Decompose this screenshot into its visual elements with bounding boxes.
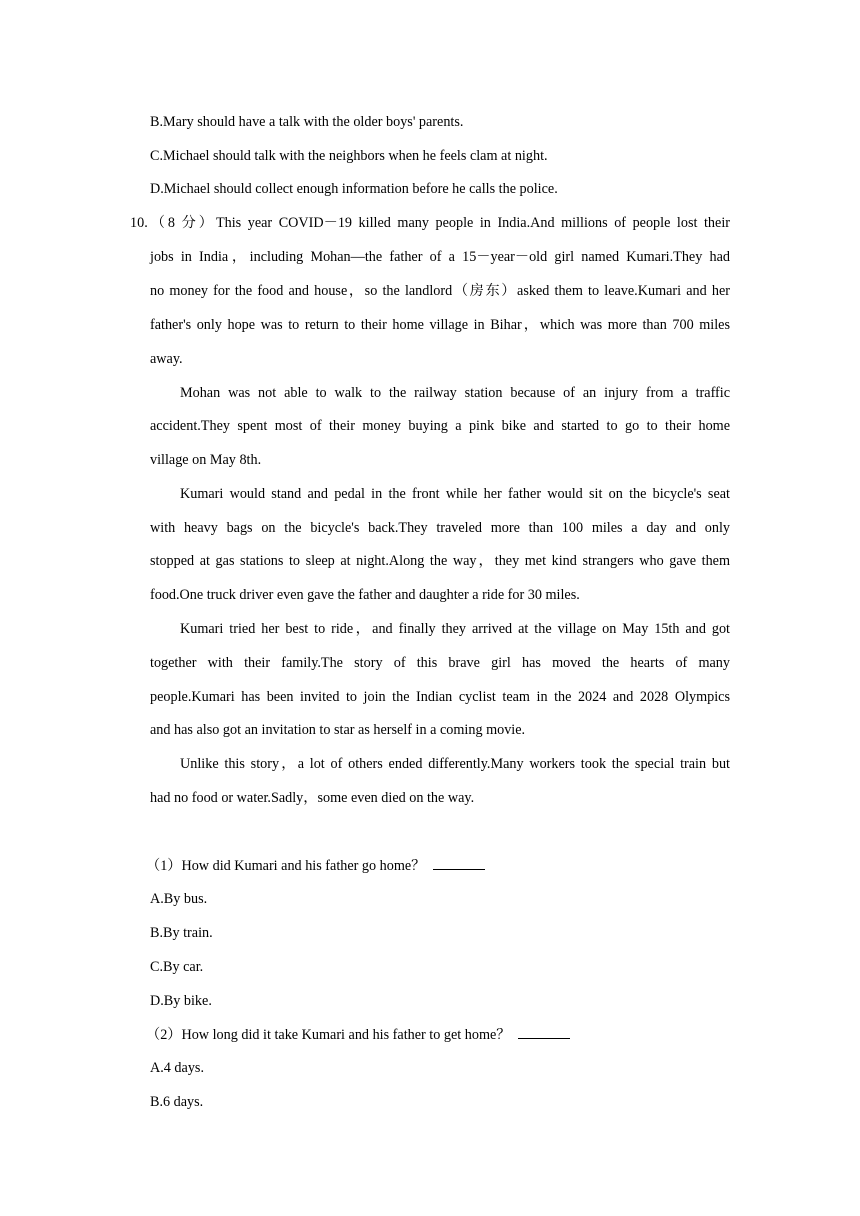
subquestion-2 <box>146 1026 726 1044</box>
sub1-option-d: D.By bike. <box>150 993 212 1009</box>
passage-p3-line: with heavy bags on the bicycle's back.They traveled more than 100 miles a day and only <box>150 520 730 536</box>
passage-p5-line: Unlike this story，a lot of others ended differently.Many workers took the special train but <box>180 756 730 772</box>
passage-p1-line: jobs in India，including Mohan—the father of a 15－year－old girl named Kumari.They had <box>150 249 730 265</box>
passage-p3-line: food.One truck driver even gave the father and daughter a ride for 30 miles. <box>150 587 580 603</box>
passage-p4-line: together with their family.The story of this brave girl has moved the hearts of many <box>150 655 730 671</box>
sub2-option-b: B.6 days. <box>150 1094 204 1110</box>
prev-option-b: B.Mary should have a talk with the older boys' parents. <box>150 114 464 130</box>
passage-p1-line: away. <box>150 351 183 367</box>
prev-option-d: D.Michael should collect enough information before he calls the police. <box>150 181 558 197</box>
prev-option-c: C.Michael should talk with the neighbors when he feels clam at night. <box>150 148 548 164</box>
passage-p3-line: stopped at gas stations to sleep at night.Along the way，they met kind strangers who gave them <box>150 553 730 569</box>
sub1-option-a: A.By bus. <box>150 891 208 907</box>
sub1-option-b: B.By train. <box>150 925 213 941</box>
passage-p1-line: no money for the food and house，so the landlord（房东）asked them to leave.Kumari and her <box>150 283 730 299</box>
passage-p2-line: accident.They spent most of their money buying a pink bike and started to go to their home <box>150 418 730 434</box>
passage-p2-line: village on May 8th. <box>150 452 262 468</box>
question-10-header: 10.（8 分）This year COVID－19 killed many people in India.And millions of people lost their <box>130 215 730 231</box>
subquestion-2-stem: （2）How long did it take Kumari and his father to get home？ <box>146 1027 511 1043</box>
sub1-option-c: C.By car. <box>150 959 204 975</box>
subquestion-1-stem: （1）How did Kumari and his father go home？ <box>146 858 426 874</box>
subquestion-1 <box>146 857 726 875</box>
passage-p4-line: people.Kumari has been invited to join the Indian cyclist team in the 2024 and 2028 Olympics <box>150 689 730 705</box>
sub2-option-a: A.4 days. <box>150 1060 204 1076</box>
passage-p5-line: had no food or water.Sadly，some even died on the way. <box>150 790 475 806</box>
passage-p4-line: and has also got an invitation to star as herself in a coming movie. <box>150 722 526 738</box>
answer-blank-2[interactable] <box>518 1037 570 1039</box>
passage-p4-line: Kumari tried her best to ride，and finally they arrived at the village on May 15th and got <box>180 621 730 637</box>
passage-p1-line: father's only hope was to return to their home village in Bihar，which was more than 700 miles <box>150 317 730 333</box>
passage-p3-line: Kumari would stand and pedal in the front while her father would sit on the bicycle's seat <box>180 486 730 502</box>
passage-p2-line: Mohan was not able to walk to the railway station because of an injury from a traffic <box>180 385 730 401</box>
answer-blank-1[interactable] <box>433 868 485 870</box>
